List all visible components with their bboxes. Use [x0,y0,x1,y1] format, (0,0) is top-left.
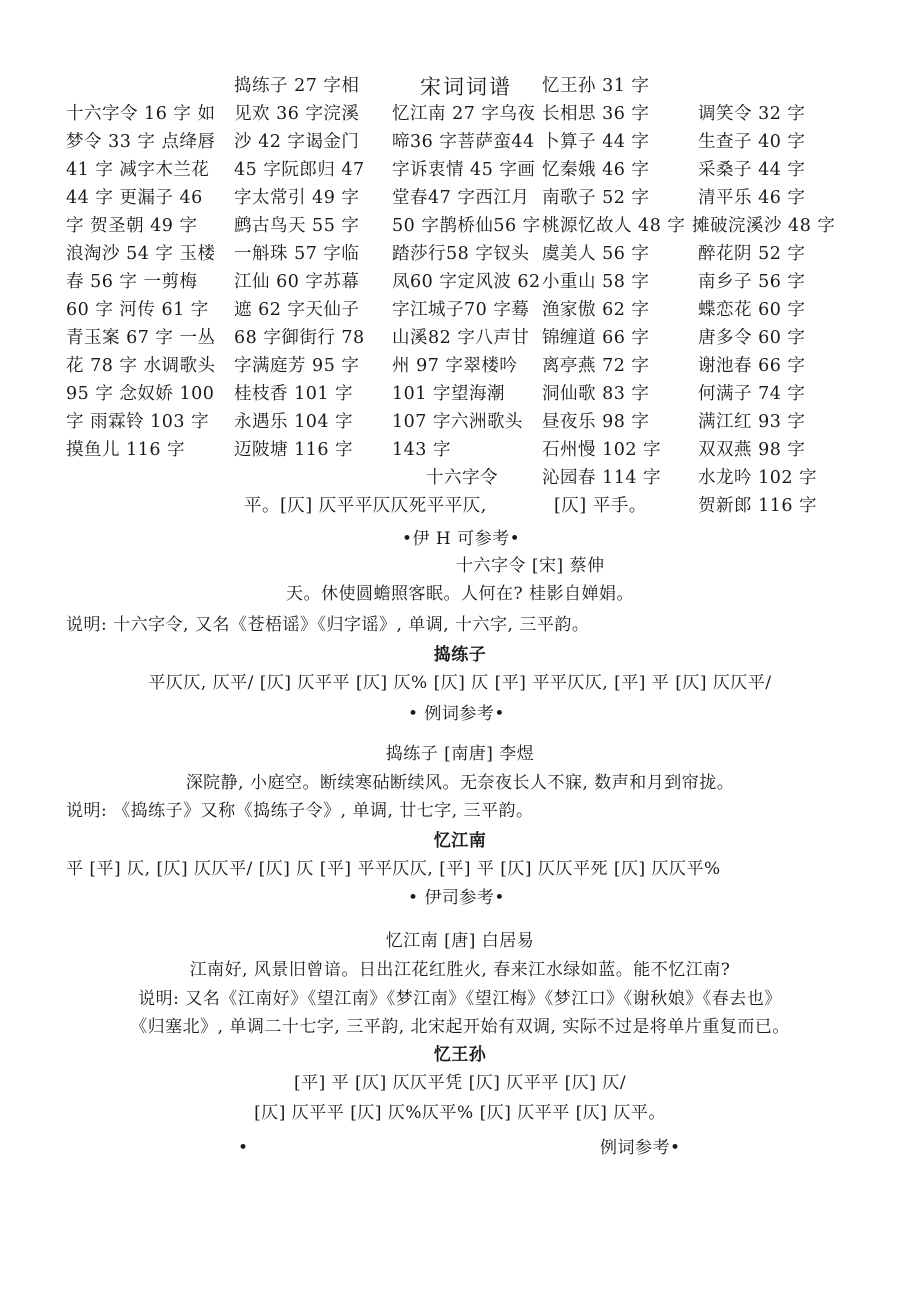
poem-title: 捣练子 [南唐] 李煜 [385,744,535,764]
toc-line: 字江城子70 字蓦 [392,300,530,320]
toc-line: 60 字 河传 61 字 [66,300,209,320]
toc-line: 107 字六洲歌头 [392,412,523,432]
poem-text: 江南好, 风景旧曾谙。日出江花红胜火, 春来江水绿如蓝。能不忆江南? [189,960,731,980]
toc-line: 沙 42 字谒金门 [234,132,360,152]
section-heading: 忆江南 [433,831,487,851]
toc-line: 石州慢 102 字 [542,440,662,460]
toc-line: 生查子 40 字 [698,132,806,152]
toc-line: 唐多令 60 字 [698,328,806,348]
note: 说明: 又名《江南好》《望江南》《梦江南》《望江梅》《梦江口》《谢秋娘》《春去也》 [138,989,782,1009]
toc-line: 南乡子 56 字 [698,272,806,292]
toc-line: 江仙 60 字苏幕 [234,272,360,292]
toc-line: 清平乐 46 字 [698,188,806,208]
toc-line: 踏莎行58 字钗头 [392,244,530,264]
toc-line: 昼夜乐 98 字 [542,412,650,432]
toc-line: 满江红 93 字 [698,412,806,432]
toc-line: 见欢 36 字浣溪 [234,104,360,124]
bullet-marker: • [238,1138,249,1158]
toc-line: 卜算子 44 字 [542,132,650,152]
section-heading: 忆王孙 [433,1045,487,1065]
toc-line: 遮 62 字天仙子 [234,300,360,320]
poem-text: 深院静, 小庭空。断续寒砧断续风。无奈夜长人不寐, 数声和月到帘拢。 [185,773,735,793]
toc-line: 谢池春 66 字 [698,356,806,376]
toc-line: 采桑子 44 字 [698,160,806,180]
toc-line: 捣练子 27 字相 [234,76,360,96]
example-ref: • 例词参考• [408,704,505,724]
toc-line: 字 贺圣朝 49 字 [66,216,198,236]
toc-line: 忆王孙 31 字 [542,76,650,96]
toc-line: 桃源忆故人 48 字 [542,216,686,236]
toc-line: 贺新郎 116 字 [698,496,818,516]
toc-line: 字 雨霖铃 103 字 [66,412,210,432]
toc-line: 忆江南 27 字乌夜 [392,104,536,124]
toc-line: 50 字鹊桥仙56 字 [392,216,541,236]
toc-line: 浪淘沙 54 字 玉楼 [66,244,216,264]
toc-line: 何满子 74 字 [698,384,806,404]
poem-title: 十六字令 [宋] 蔡伸 [456,556,605,576]
note: 《归塞北》, 单调二十七字, 三平韵, 北宋起开始有双调, 实际不过是将单片重复而已。 [130,1017,790,1037]
toc-line: 渔家傲 62 字 [542,300,650,320]
toc-line: 虞美人 56 字 [542,244,650,264]
tone-pattern: [仄] 仄平平 [仄] 仄%仄平% [仄] 仄平平 [仄] 仄平。 [254,1103,666,1123]
toc-line: 长相思 36 字 [542,104,650,124]
toc-line: 春 56 字 一剪梅 [66,272,198,292]
toc-line: [仄] 平手。 [554,496,647,516]
toc-line: 锦缠道 66 字 [542,328,650,348]
toc-line: 南歌子 52 字 [542,188,650,208]
pattern-fragment: 平。[仄] 仄平平仄仄死平平仄, [244,496,487,516]
toc-line: 忆秦娥 46 字 [542,160,650,180]
toc-line: 凤60 字定风波 62 [392,272,541,292]
toc-line: 迈陂塘 116 字 [234,440,354,460]
toc-line: 梦令 33 字 点绛唇 [66,132,216,152]
toc-line: 调笑令 32 字 [698,104,806,124]
tone-pattern: [平] 平 [仄] 仄仄平凭 [仄] 仄平平 [仄] 仄/ [293,1073,627,1093]
toc-title: 宋词词谱 [420,75,512,99]
toc-line: 水龙吟 102 字 [698,468,818,488]
toc-line: 醉花阴 52 字 [698,244,806,264]
toc-line: 沁园春 114 字 [542,468,662,488]
toc-line: 堂春47 字西江月 [392,188,530,208]
note: 说明: 《捣练子》又称《捣练子令》, 单调, 廿七字, 三平韵。 [66,801,534,821]
toc-line: 45 字阮郎归 47 [234,160,365,180]
toc-line: 双双燕 98 字 [698,440,806,460]
example-ref: • 伊司参考• [408,888,505,908]
poem-text: 天。休使圆蟾照客眠。人何在? 桂影自婵娟。 [285,584,635,604]
section-heading: 捣练子 [433,645,487,665]
toc-sixteen-label: 十六字令 [426,468,498,488]
tone-pattern: 平 [平] 仄, [仄] 仄仄平/ [仄] 仄 [平] 平平仄仄, [平] 平 [仄] 仄仄平死 [仄] 仄仄平% [66,859,721,879]
toc-line: 143 字 [392,440,451,460]
toc-line: 95 字 念奴娇 100 [66,384,215,404]
toc-line: 州 97 字翠楼吟 [392,356,518,376]
toc-line: 字满庭芳 95 字 [234,356,360,376]
example-ref: 例词参考• [600,1138,681,1158]
toc-line: 摊破浣溪沙 48 字 [692,216,836,236]
toc-line: 离亭燕 72 字 [542,356,650,376]
toc-line: 68 字御街行 78 [234,328,365,348]
toc-line: 洞仙歌 83 字 [542,384,650,404]
toc-line: 小重山 58 字 [542,272,650,292]
note: 说明: 十六字令, 又名《苍梧谣》《归字谣》, 单调, 十六字, 三平韵。 [66,615,590,635]
toc-line: 鹧古鸟天 55 字 [234,216,360,236]
tone-pattern: 平仄仄, 仄平/ [仄] 仄平平 [仄] 仄% [仄] 仄 [平] 平平仄仄, [平] 平 [仄] 仄仄平/ [148,673,772,693]
toc-line: 字太常引 49 字 [234,188,360,208]
toc-line: 啼36 字菩萨蛮44 [392,132,535,152]
toc-line: 一斛珠 57 字临 [234,244,360,264]
toc-line: 蝶恋花 60 字 [698,300,806,320]
toc-line: 41 字 减字木兰花 [66,160,210,180]
toc-line: 青玉案 67 字 一丛 [66,328,216,348]
toc-line: 44 字 更漏子 46 [66,188,203,208]
toc-line: 101 字望海潮 [392,384,505,404]
toc-line: 十六字令 16 字 如 [66,104,216,124]
poem-title: 忆江南 [唐] 白居易 [385,931,535,951]
toc-line: 花 78 字 水调歌头 [66,356,216,376]
toc-line: 山溪82 字八声甘 [392,328,530,348]
toc-line: 桂枝香 101 字 [234,384,354,404]
toc-line: 字诉衷情 45 字画 [392,160,536,180]
example-ref: •伊 H 可参考• [402,529,521,549]
toc-line: 摸鱼儿 116 字 [66,440,186,460]
toc-line: 永遇乐 104 字 [234,412,354,432]
